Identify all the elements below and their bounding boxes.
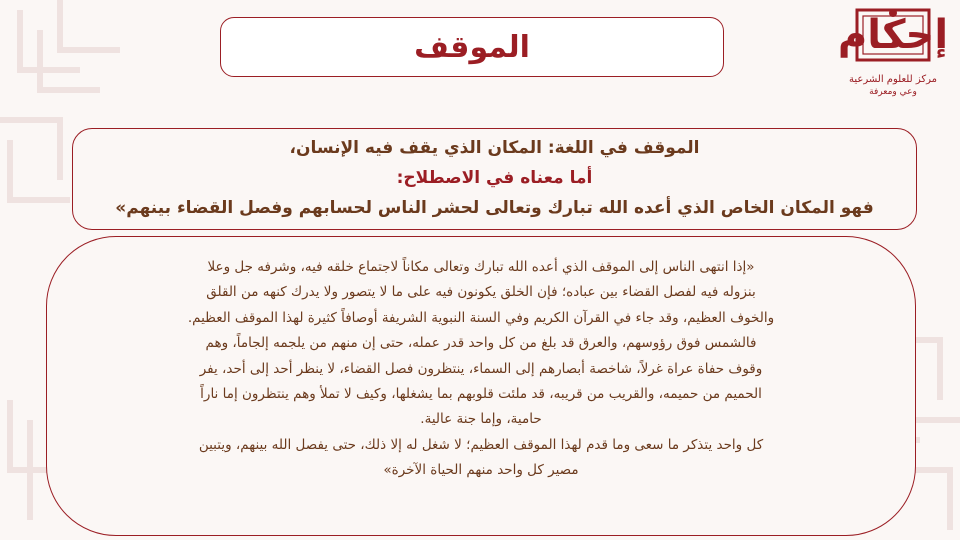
quote-line: مصير كل واحد منهم الحياة الآخرة» [383,462,579,479]
quote-line: «إذا انتهى الناس إلى الموقف الذي أعده الله تبارك وتعالى مكاناً لاجتماع خلقه فيه، وشرفه جل وعلا [207,259,755,275]
logo-subtitle: مركز للعلوم الشرعية [849,74,937,85]
quote-line: بنزوله فيه لفصل القضاء بين عباده؛ فإن الخلق يكونون فيه على ما لا يتصور ولا يدرك كنهه من القلق [206,284,756,301]
quote-line: والخوف العظيم، وقد جاء في القرآن الكريم وفي السنة النبوية الشريفة أوصافاً كثيرة لهذا الموقف العظيم. [187,309,775,326]
quote-box [46,236,916,536]
definition-line-1: الموقف في اللغة: المكان الذي يقف فيه الإنسان، [289,138,700,158]
title-box [220,17,724,77]
page-title: الموقف [414,29,530,65]
definition-line-3: فهو المكان الخاص الذي أعده الله تبارك وتعالى لحشر الناس لحسابهم وفصل القضاء بينهم» [115,198,874,218]
definition-box [72,128,917,230]
quote-line: فالشمس فوق رؤوسهم، والعرق قد بلغ من كل واحد قدر عمله، حتى إن منهم من يلجمه إلجاماً، وهم [205,335,757,352]
quote-line: كل واحد يتذكر ما سعى وما قدم لهذا الموقف العظيم؛ لا شغل له إلا ذلك، حتى يفصل الله بينهم، ويتبين [198,436,764,453]
logo-tagline: وعي ومعرفة [869,86,917,97]
quote-line: وقوف حفاة عراة غرلاً، شاخصة أبصارهم إلى السماء، ينتظرون فصل القضاء، لا ينظر أحد إلى أحد، يفر [199,360,763,377]
definition-line-2: أما معناه في الاصطلاح: [396,168,593,188]
quote-line: حامية، وإما جنة عالية. [420,411,542,428]
logo-name: إحكام [837,12,949,58]
logo [838,4,948,104]
logo-mark [837,4,949,66]
quote-line: الحميم من حميمه، والقريب من قريبه، قد ملئت قلوبهم بما يشغلها، وكيف لا تملأ وهم ينتظرون إما ناراً [200,386,762,403]
